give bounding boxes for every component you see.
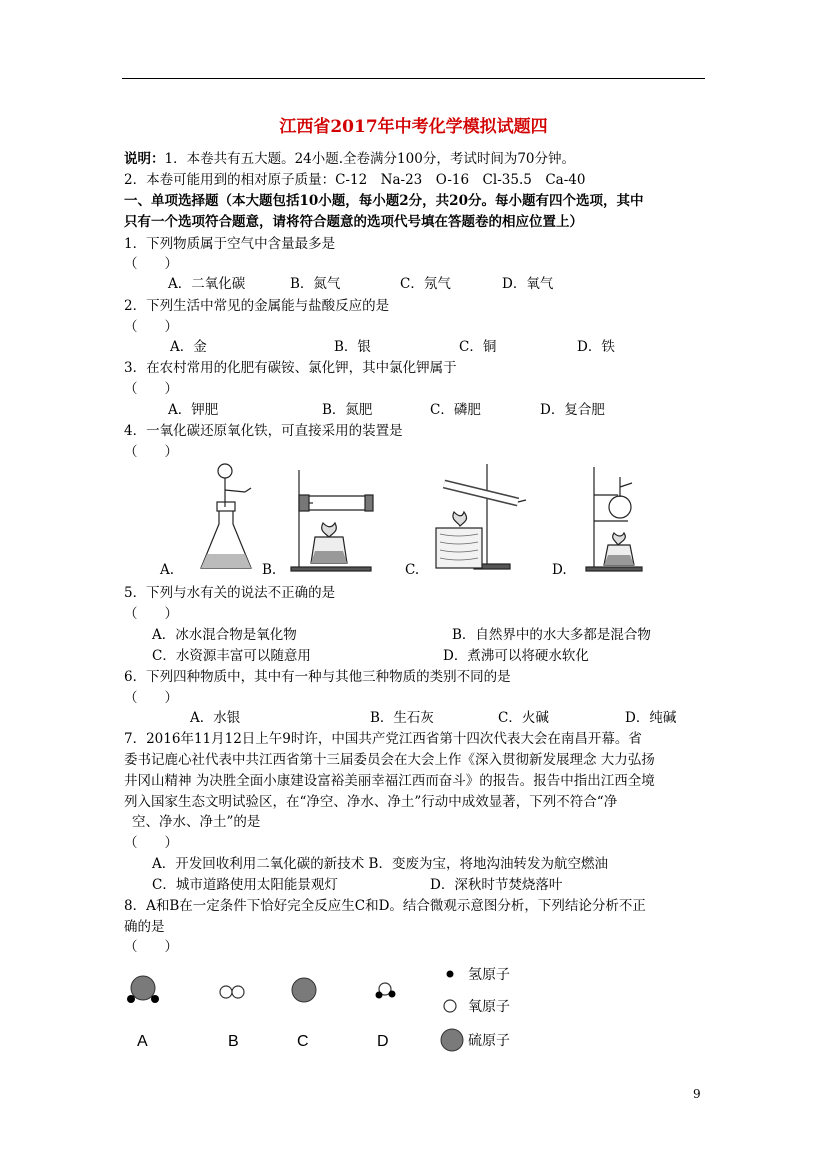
q6-answer-paren: （ ） [124, 690, 178, 706]
q6-option-a: A．水银 [190, 710, 241, 726]
q2-answer-paren: （ ） [124, 319, 178, 335]
q5-answer-paren: （ ） [124, 606, 178, 622]
q6-option-d: D．纯碱 [625, 710, 677, 726]
q4-answer-paren: （ ） [124, 444, 178, 460]
q1-option-c: C．氖气 [400, 276, 451, 292]
molecule-d-h2o [376, 983, 396, 999]
molecule-label-c: C [297, 1033, 309, 1050]
q4-stem: 4．一氧化碳还原氧化铁，可直接采用的装置是 [124, 423, 403, 439]
q2-option-d: D．铁 [577, 339, 615, 355]
q2-option-b: B．银 [334, 339, 371, 355]
q5-option-a: A．冰水混合物是氧化物 [152, 627, 297, 643]
legend-oxygen-icon [444, 1000, 456, 1012]
q2-option-c: C．铜 [459, 339, 497, 355]
q2-stem: 2．下列生活中常见的金属能与盐酸反应的是 [124, 298, 390, 314]
q3-stem: 3．在农村常用的化肥有碳铵、氯化钾，其中氯化钾属于 [124, 360, 457, 376]
q1-stem: 1．下列物质属于空气中含量最多是 [124, 236, 336, 252]
q7-option-ab: A．开发回收利用二氧化碳的新技术 B．变废为宝，将地沟油转发为航空燃油 [152, 856, 608, 872]
header-rule [122, 78, 705, 79]
q6-option-b: B．生石灰 [370, 710, 434, 726]
q3-option-a: A．钾肥 [168, 402, 219, 418]
molecule-a-h2s [127, 976, 159, 1003]
q3-answer-paren: （ ） [124, 381, 178, 397]
q8-molecule-diagram [120, 960, 540, 1060]
q5-option-c: C．水资源丰富可以随意用 [152, 648, 311, 664]
q5-option-b: B．自然界中的水大多都是混合物 [452, 627, 651, 643]
q5-stem: 5．下列与水有关的说法不正确的是 [124, 585, 336, 601]
legend-hydrogen-label: 氢原子 [468, 967, 510, 983]
q8-answer-paren: （ ） [124, 939, 178, 955]
q8-stem-line-2: 确的是 [124, 919, 165, 935]
q7-stem-line-5: 空、净水、净土”的是 [132, 814, 261, 830]
molecule-c-s [292, 978, 316, 1002]
molecule-label-d: D [377, 1033, 389, 1050]
q3-option-b: B．氮肥 [322, 402, 373, 418]
q3-option-c: C．磷肥 [430, 402, 481, 418]
q6-stem: 6．下列四种物质中，其中有一种与其他三种物质的类别不同的是 [124, 669, 511, 685]
q4-option-d: D. [552, 562, 567, 578]
q7-stem-line-1: 7．2016年11月12日上午9时许，中国共产党江西省第十四次代表大会在南昌开幕。省 [124, 731, 642, 747]
page-title: 江西省2017年中考化学模拟试题四 [279, 117, 548, 137]
q6-option-c: C．火碱 [498, 710, 549, 726]
q7-stem-line-3: 井冈山精神 为决胜全面小康建设富裕美丽幸福江西而奋斗》的报告。报告中指出江西全境 [124, 773, 655, 789]
molecule-b-o2 [220, 986, 244, 998]
q4-option-b: B. [262, 562, 277, 578]
q7-stem-line-2: 委书记鹿心社代表中共江西省第十三届委员会在大会上作《深入贯彻新发展理念 大力弘扬 [124, 752, 655, 768]
q7-stem-line-4: 列入国家生态文明试验区，在“净空、净水、净土”行动中成效显著，下列不符合“净 [124, 794, 618, 810]
page-number: 9 [693, 1087, 701, 1101]
section-heading-2: 只有一个选项符合题意，请将符合题意的选项代号填在答题卷的相应位置上） [124, 214, 583, 230]
q7-option-d: D．深秋时节焚烧落叶 [430, 877, 563, 893]
apparatus-b-tube-image [285, 465, 380, 575]
apparatus-c-slanted-tube-image [432, 462, 532, 576]
q2-option-a: A．金 [170, 339, 207, 355]
q4-option-c: C. [405, 562, 420, 578]
section-heading-1: 一、单项选择题（本大题包括10小题，每小题2分，共20分。每小题有四个选项，其中 [124, 193, 644, 209]
q1-option-a: A．二氧化碳 [168, 276, 246, 292]
q8-stem-line-1: 8．A和B在一定条件下恰好完全反应生C和D。结合微观示意图分析，下列结论分析不正 [124, 898, 646, 914]
q3-option-d: D．复合肥 [540, 402, 605, 418]
molecule-label-b: B [228, 1033, 239, 1050]
q7-option-c: C．城市道路使用太阳能景观灯 [152, 877, 338, 893]
note-line-2: 2．本卷可能用到的相对原子质量：C-12 Na-23 O-16 Cl-35.5 Ca-40 [124, 172, 586, 188]
q7-answer-paren: （ ） [124, 835, 178, 851]
apparatus-a-flask-image [195, 462, 260, 574]
legend-sulfur-label: 硫原子 [468, 1033, 510, 1049]
q4-option-a: A. [160, 562, 175, 578]
legend-sulfur-icon [441, 1029, 463, 1051]
legend-hydrogen-icon [447, 971, 454, 978]
molecule-label-a: A [137, 1033, 148, 1050]
note-line-1 [124, 147, 575, 167]
note-label: 说明： [124, 151, 165, 167]
note-text-1: 1．本卷共有五大题。24小题.全卷满分100分，考试时间为70分钟。 [164, 151, 576, 167]
q5-option-d: D．煮沸可以将硬水软化 [443, 648, 589, 664]
q1-answer-paren: （ ） [124, 256, 178, 272]
apparatus-d-round-flask-image [580, 465, 650, 575]
legend-oxygen-label: 氧原子 [468, 999, 510, 1015]
q1-option-b: B．氮气 [290, 276, 341, 292]
q1-option-d: D．氧气 [502, 276, 554, 292]
